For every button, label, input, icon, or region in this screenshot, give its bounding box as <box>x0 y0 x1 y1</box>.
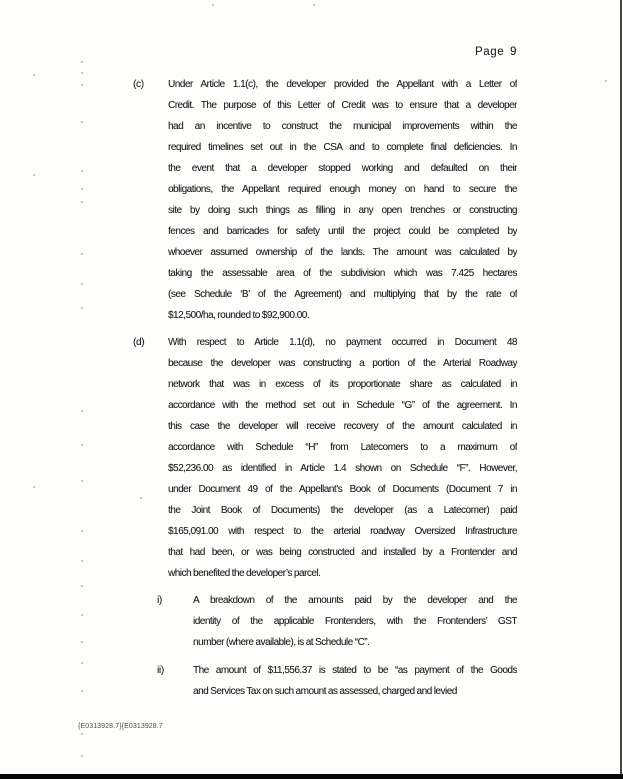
scan-speck <box>212 4 214 6</box>
paragraph-d-text <box>168 332 517 584</box>
scan-speck <box>33 486 35 488</box>
text-line: accordance with Schedule “H” from Latecomers to a maximum of <box>168 442 517 453</box>
sub-item-ii-text <box>193 660 517 702</box>
page-number: Page 9 <box>474 46 517 58</box>
text-line: had an incentive to construct the municipal improvements within the <box>168 121 517 132</box>
text-line: number (where available), is at Schedule “C”. <box>193 637 370 648</box>
text-line: because the developer was constructing a portion of the Arterial Roadway <box>168 358 517 369</box>
text-line: The amount of $11,556.37 is stated to be “as payment of the Goods <box>193 665 517 676</box>
scan-speck <box>81 61 83 63</box>
scan-speck <box>81 585 83 587</box>
text-line: whoever assumed ownership of the lands. The amount was calculated by <box>168 247 517 258</box>
scan-speck <box>605 80 607 82</box>
text-line: Credit. The purpose of this Letter of Credit was to ensure that a developer <box>168 100 517 111</box>
text-line: the event that a developer stopped working and defaulted on their <box>168 163 517 174</box>
paragraph-d <box>133 332 517 584</box>
scan-speck <box>81 560 83 562</box>
paragraph-c <box>133 74 517 326</box>
scan-speck <box>81 480 83 482</box>
sub-item-i-text <box>193 590 517 653</box>
scan-speck <box>81 641 83 643</box>
page-body <box>133 74 517 709</box>
text-line: site by doing such things as filling in any open trenches or constructing <box>168 205 517 216</box>
scan-speck <box>140 497 142 499</box>
sub-item-i <box>157 590 517 653</box>
scan-speck <box>81 121 83 123</box>
text-line: With respect to Article 1.1(d), no payment occurred in Document 48 <box>168 337 517 348</box>
text-line: obligations, the Appellant required enough money on hand to secure the <box>168 184 517 195</box>
text-line: required timelines set out in the CSA and to complete final deficiencies. In <box>168 142 517 153</box>
text-line: and Services Tax on such amount as assessed, charged and levied <box>193 686 457 697</box>
scan-speck <box>313 4 315 6</box>
text-line: $12,500/ha, rounded to $92,900.00. <box>168 310 310 321</box>
scan-speck <box>33 74 35 76</box>
scan-speck <box>81 253 83 255</box>
sub-item-ii-label: ii) <box>157 665 164 676</box>
scan-speck <box>81 444 83 446</box>
text-line: identity of the applicable Frontenders, with the Frontenders’ GST <box>193 616 517 627</box>
scan-speck <box>81 530 83 532</box>
paragraph-d-label: (d) <box>133 337 145 348</box>
scan-speck <box>81 201 83 203</box>
paragraph-c-label: (c) <box>133 79 144 90</box>
text-line: taking the assessable area of the subdivision which was 7.425 hectares <box>168 268 517 279</box>
text-line: which benefited the developer’s parcel. <box>168 568 321 579</box>
sub-item-i-label: i) <box>157 595 162 606</box>
scan-speck <box>81 410 83 412</box>
text-line: accordance with the method set out in Schedule “G” of the agreement. In <box>168 400 517 411</box>
scan-edge-line <box>620 0 622 774</box>
scan-speck <box>81 662 83 664</box>
scan-speck <box>81 188 83 190</box>
text-line: $52,236.00 as identified in Article 1.4 shown on Schedule “F”. However, <box>168 463 517 474</box>
paragraph-c-text <box>168 74 517 326</box>
scan-bottom-bar <box>0 774 623 779</box>
text-line: network that was in excess of its proportionate share as calculated in <box>168 379 517 390</box>
scan-speck <box>81 755 83 757</box>
text-line: the Joint Book of Documents) the developer (as a Latecomer) paid <box>168 505 517 516</box>
document-reference-number: {E0313928.7}{E0313928.7 <box>78 723 163 730</box>
scan-speck <box>81 307 83 309</box>
sub-item-ii <box>157 660 517 702</box>
scan-speck <box>81 84 83 86</box>
scan-speck <box>81 283 83 285</box>
text-line: fences and barricades for safety until the project could be completed by <box>168 226 517 237</box>
scan-speck <box>81 733 83 735</box>
text-line: that had been, or was being constructed and installed by a Frontender and <box>168 547 517 558</box>
scan-speck <box>33 174 35 176</box>
text-line: $165,091.00 with respect to the arterial roadway Oversized Infrastructure <box>168 526 517 537</box>
scan-speck <box>81 72 83 74</box>
text-line: this case the developer will receive recovery of the amount calculated in <box>168 421 517 432</box>
text-line: Under Article 1.1(c), the developer provided the Appellant with a Letter of <box>168 79 517 90</box>
text-line: (see Schedule ‘B’ of the Agreement) and multiplying that by the rate of <box>168 289 517 300</box>
text-line: A breakdown of the amounts paid by the developer and the <box>193 595 517 606</box>
scan-speck <box>81 614 83 616</box>
scan-speck <box>81 690 83 692</box>
scan-speck <box>81 170 83 172</box>
text-line: under Document 49 of the Appellant’s Book of Documents (Document 7 in <box>168 484 517 495</box>
